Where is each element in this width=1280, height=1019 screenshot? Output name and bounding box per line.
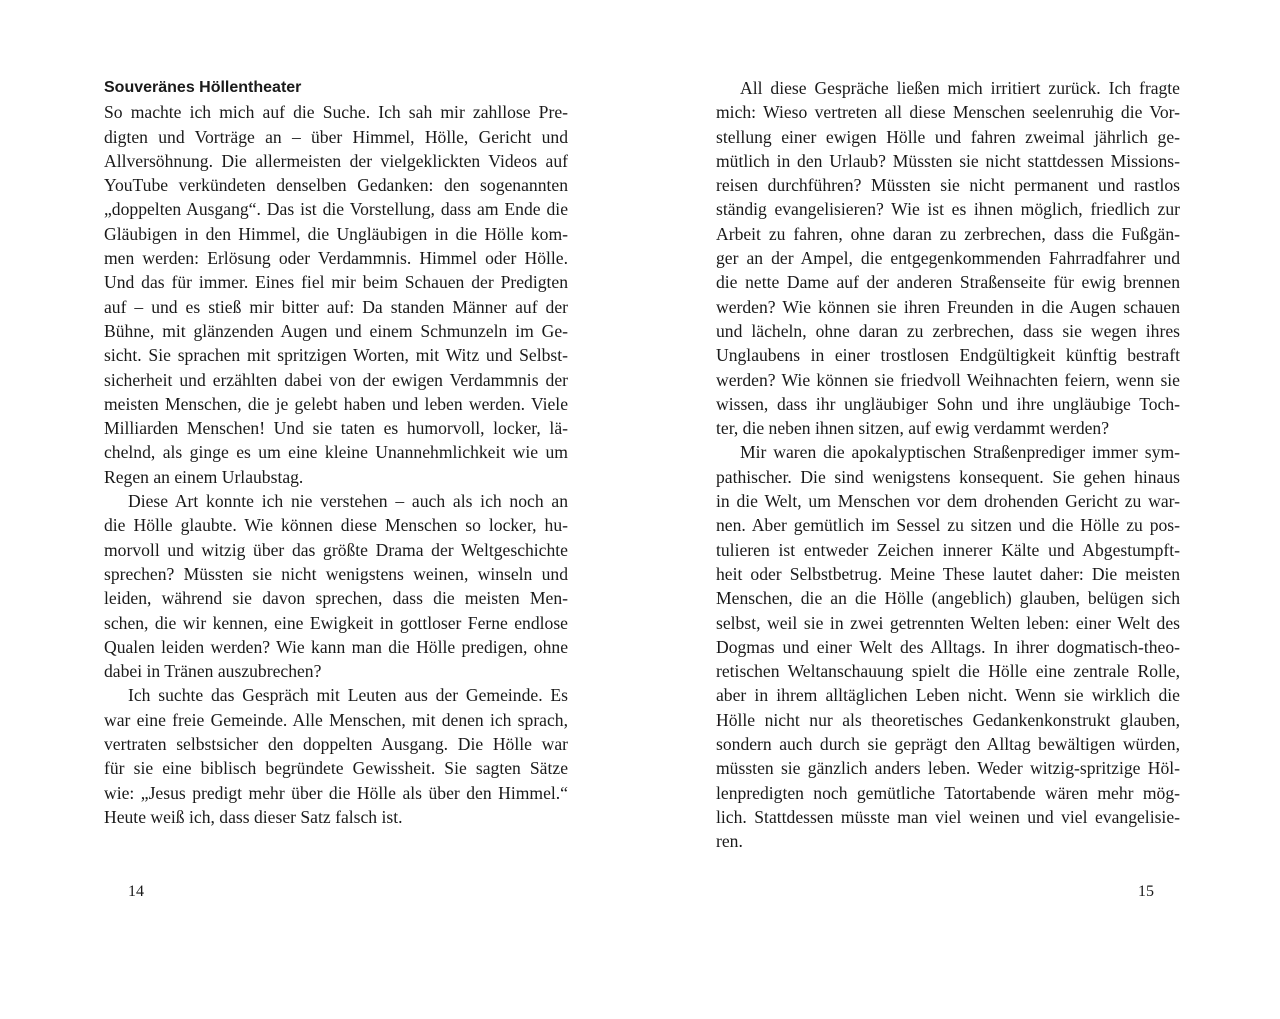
text-line: sicht. Sie sprachen mit spritzigen Worten, mit Witz und Selbst- xyxy=(104,345,568,366)
text-line: Mir waren die apokalyptischen Straßenprediger immer sym- xyxy=(740,442,1180,463)
text-line: stellung einer ewigen Hölle und fahren zweimal jährlich ge- xyxy=(716,126,1180,147)
text-line: sicherheit und erzählten dabei von der ewigen Verdammnis der xyxy=(104,369,568,390)
text-line: sondern auch durch sie geprägt den Alltag bewältigen würden, xyxy=(716,734,1180,755)
text-line: war eine freie Gemeinde. Alle Menschen, mit denen ich sprach, xyxy=(104,709,568,730)
text-line: ständig evangelisieren? Wie ist es ihnen möglich, friedlich zur xyxy=(716,199,1180,220)
text-line: „doppelten Ausgang“. Das ist die Vorstellung, dass am Ende die xyxy=(104,199,568,220)
text-line: meisten Menschen, die je gelebt haben und leben werden. Viele xyxy=(104,393,568,414)
text-line: die nette Dame auf der anderen Straßenseite für ewig brennen xyxy=(716,272,1180,293)
text-line: pathischer. Die sind wenigstens konsequent. Sie gehen hinaus xyxy=(716,466,1180,487)
text-line: Allversöhnung. Die allermeisten der vielgeklickten Videos auf xyxy=(104,150,568,171)
text-line: für sie eine biblisch begründete Gewissheit. Sie sagten Sätze xyxy=(104,758,568,779)
text-line: Milliarden Menschen! Und sie taten es humorvoll, locker, lä- xyxy=(104,418,568,439)
text-line: lenpredigten noch gemütliche Tatortabende wären mehr mög- xyxy=(716,782,1180,803)
text-line: Bühne, mit glänzenden Augen und einem Schmunzeln im Ge- xyxy=(104,320,568,341)
text-line: So machte ich mich auf die Suche. Ich sah mir zahllose Pre- xyxy=(104,102,568,123)
text-line: Arbeit zu fahren, ohne daran zu zerbrechen, dass die Fußgän- xyxy=(716,223,1180,244)
text-line: All diese Gespräche ließen mich irritiert zurück. Ich fragte xyxy=(740,78,1180,98)
section-heading: Souveränes Höllentheater xyxy=(104,79,302,96)
text-line: schen, die wir kennen, eine Ewigkeit in gottloser Ferne endlose xyxy=(104,612,568,633)
text-line: und lächeln, ohne daran zu zerbrechen, dass sie wegen ihres xyxy=(716,320,1180,341)
text-line: selbst, weil sie in zwei getrennten Welten leben: einer Welt des xyxy=(716,612,1180,633)
text-line: Diese Art konnte ich nie verstehen – auch als ich noch an xyxy=(128,491,568,512)
text-line: in die Welt, um Menschen vor dem drohenden Gericht zu war- xyxy=(716,491,1180,512)
text-line: Regen an einem Urlaubstag. xyxy=(104,466,304,487)
text-line: werden? Wie können sie ihren Freunden in die Augen schauen xyxy=(716,296,1180,317)
text-line: mütlich in den Urlaub? Müssten sie nicht stattdessen Missions- xyxy=(716,150,1180,171)
text-line: nen. Aber gemütlich im Sessel zu sitzen und die Hölle zu pos- xyxy=(716,515,1180,536)
text-line: Ich suchte das Gespräch mit Leuten aus der Gemeinde. Es xyxy=(128,685,568,706)
text-line: leiden, während sie davon sprechen, dass die meisten Men- xyxy=(104,588,568,609)
text-line: müssten sie gänzlich anders leben. Weder witzig-spritzige Höl- xyxy=(716,758,1180,779)
text-line: ren. xyxy=(716,831,743,852)
text-line: Und das für immer. Eines fiel mir beim Schauen der Predigten xyxy=(104,272,568,293)
text-line: die Hölle glaubte. Wie können diese Menschen so locker, hu- xyxy=(104,515,568,536)
text-line: lich. Stattdessen müsste man viel weinen und viel evangelisie- xyxy=(716,806,1180,827)
text-line: Qualen leiden werden? Wie kann man die Hölle predigen, ohne xyxy=(104,636,568,657)
text-line: Dogmas und einer Welt des Alltags. In ihrer dogmatisch-theo- xyxy=(716,636,1180,657)
right-page-body xyxy=(716,76,1180,854)
text-line: Heute weiß ich, dass dieser Satz falsch ist. xyxy=(104,806,403,827)
text-line: YouTube verkündeten denselben Gedanken: den sogenannten xyxy=(104,175,568,196)
text-line: digten und Vorträge an – über Himmel, Hölle, Gericht und xyxy=(104,126,568,147)
text-line: tulieren ist entweder Zeichen innerer Kälte und Abgestumpft- xyxy=(716,539,1180,560)
text-line: Hölle nicht nur als theoretisches Gedankenkonstrukt glauben, xyxy=(716,709,1180,730)
text-line: mich: Wieso vertreten all diese Menschen seelenruhig die Vor- xyxy=(716,102,1180,123)
text-line: retischen Weltanschauung spielt die Hölle eine zentrale Rolle, xyxy=(716,661,1180,682)
text-line: vertraten selbstsicher den doppelten Ausgang. Die Hölle war xyxy=(104,734,568,755)
text-line: ger an der Ampel, die entgegenkommenden Fahrradfahrer und xyxy=(716,248,1180,269)
text-line: sprechen? Müssten sie nicht wenigstens weinen, winseln und xyxy=(104,563,568,584)
text-line: ter, die neben ihnen sitzen, auf ewig verdammt werden? xyxy=(716,418,1110,439)
text-line: Unglaubens in einer trostlosen Endgültigkeit künftig bestraft xyxy=(716,345,1180,366)
text-line: wissen, dass ihr ungläubiger Sohn und ihre ungläubige Toch- xyxy=(716,393,1180,414)
text-line: men werden: Erlösung oder Verdammnis. Himmel oder Hölle. xyxy=(104,248,568,269)
page-number-left: 14 xyxy=(128,883,144,900)
text-line: chelnd, als ginge es um eine kleine Unannehmlichkeit wie um xyxy=(104,442,568,463)
left-page-body xyxy=(104,100,568,829)
text-line: dabei in Tränen auszubrechen? xyxy=(104,661,322,682)
text-line: reisen durchführen? Müssten sie nicht permanent und rastlos xyxy=(716,175,1180,196)
text-line: heit oder Selbstbetrug. Meine These lautet daher: Die meisten xyxy=(716,563,1180,584)
text-line: auf – und es stieß mir bitter auf: Da standen Männer auf der xyxy=(104,296,568,317)
text-line: Gläubigen in den Himmel, die Ungläubigen in die Hölle kom- xyxy=(104,223,568,244)
text-line: werden? Wie können sie friedvoll Weihnachten feiern, wenn sie xyxy=(716,369,1180,390)
text-line: Menschen, die an die Hölle (angeblich) glauben, belügen sich xyxy=(716,588,1180,609)
text-line: morvoll und witzig über das größte Drama der Weltgeschichte xyxy=(104,539,568,560)
text-line: wie: „Jesus predigt mehr über die Hölle als über den Himmel.“ xyxy=(104,782,568,803)
right-page xyxy=(716,76,1180,854)
left-page xyxy=(104,76,568,829)
page-number-right: 15 xyxy=(1138,883,1154,900)
text-line: aber in ihrem alltäglichen Leben nicht. Wenn sie wirklich die xyxy=(716,685,1180,706)
